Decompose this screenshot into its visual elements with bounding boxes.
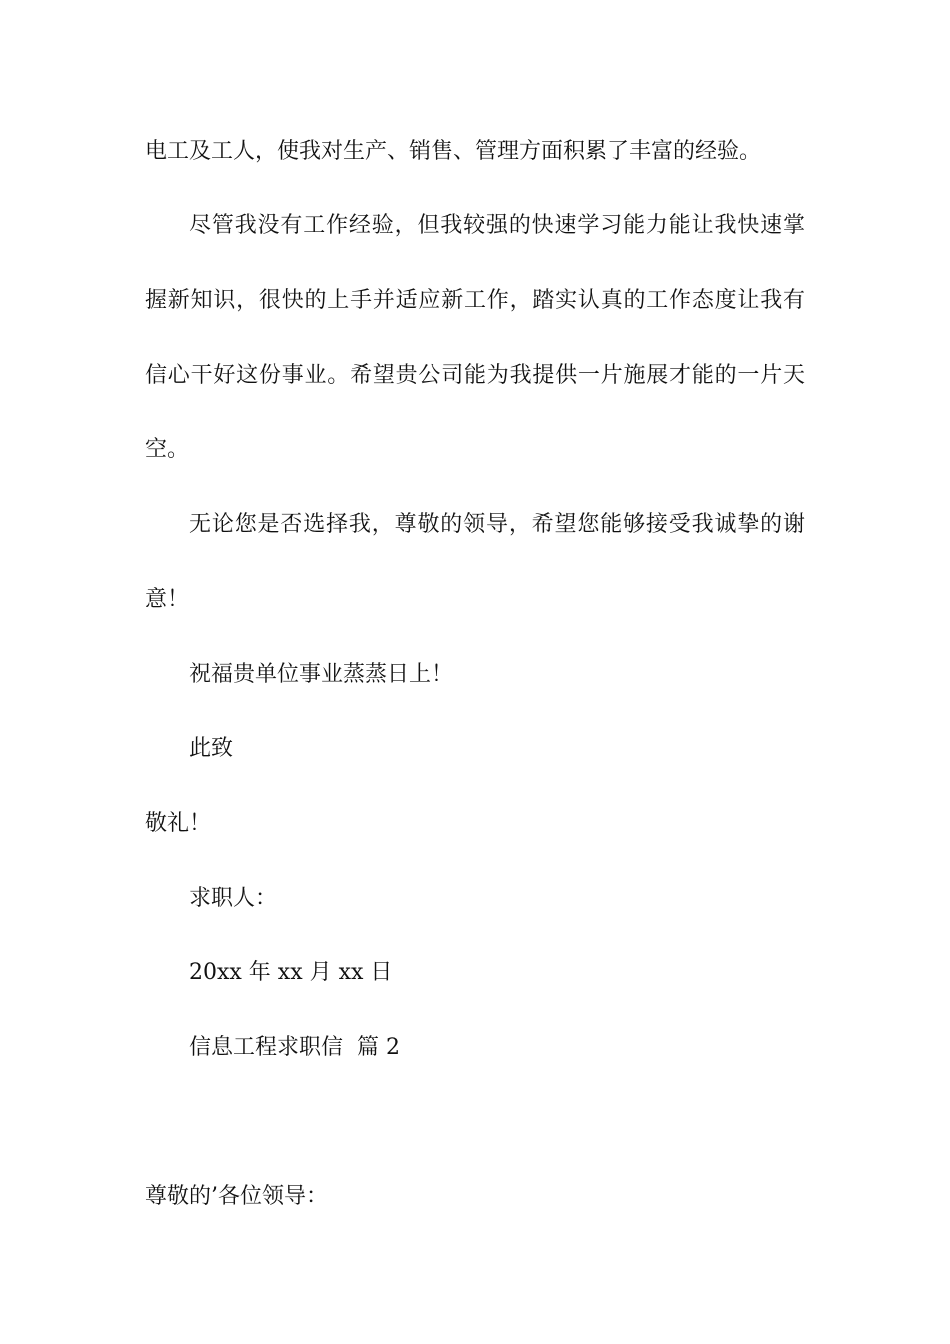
paragraph-line: 握新知识，很快的上手并适应新工作，踏实认真的工作态度让我有 <box>145 288 805 313</box>
date-line: 20xx 年 xx 月 xx 日 <box>189 960 393 985</box>
paragraph-line: 无论您是否选择我，尊敬的领导，希望您能够接受我诚挚的谢 <box>189 512 805 537</box>
closing-wish: 祝福贵单位事业蒸蒸日上！ <box>189 662 454 687</box>
paragraph-line: 空。 <box>145 437 190 462</box>
paragraph-line: 意！ <box>145 587 190 612</box>
signature-label: 求职人： <box>189 886 278 911</box>
paragraph-line: 信心干好这份事业。希望贵公司能为我提供一片施展才能的一片天 <box>145 363 805 388</box>
paragraph-line: 尽管我没有工作经验，但我较强的快速学习能力能让我快速掌 <box>189 213 805 238</box>
section-heading: 信息工程求职信 篇 2 <box>189 1035 400 1060</box>
closing-cizhi: 此致 <box>189 736 234 761</box>
paragraph-line: 电工及工人，使我对生产、销售、管理方面积累了丰富的经验。 <box>145 139 762 164</box>
salutation: 尊敬的’各位领导： <box>145 1184 328 1209</box>
closing-jingli: 敬礼！ <box>145 811 212 836</box>
